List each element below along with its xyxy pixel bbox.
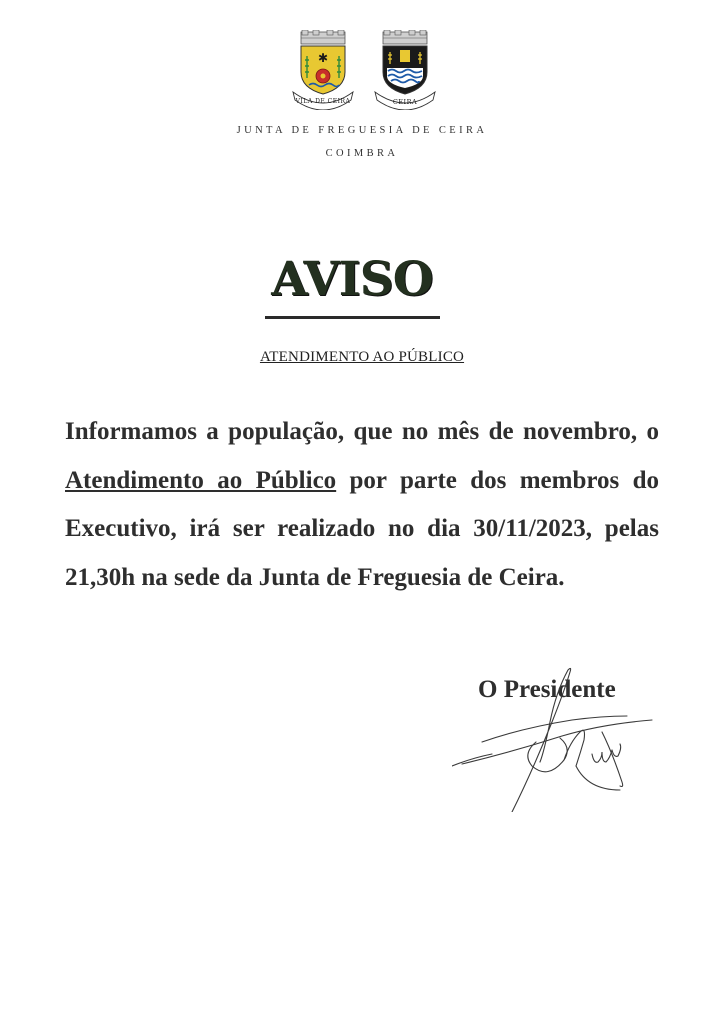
title-underline: [265, 316, 440, 319]
organization-name: JUNTA DE FREGUESIA DE CEIRA: [236, 125, 488, 136]
vila-de-ceira-coat-of-arms: [289, 30, 357, 110]
body-text-end: por parte dos membros do Executivo, irá ser realizado no dia 30/11/2023, pelas 21,30h na sede da Junta de Freguesia de Ceira.: [65, 466, 659, 591]
notice-title: AVISO: [271, 252, 433, 307]
svg-text:CEIRA: CEIRA: [392, 98, 418, 106]
crests-group: [289, 30, 439, 112]
body-text-start: Informamos a população, que no mês de novembro, o: [65, 418, 659, 445]
svg-text:VILA DE CEIRA: VILA DE CEIRA: [295, 98, 351, 105]
notice-subtitle: ATENDIMENTO AO PÚBLICO: [259, 349, 465, 365]
notice-body: [65, 408, 659, 602]
svg-text:✱: ✱: [317, 51, 329, 65]
organization-city: COIMBRA: [325, 148, 399, 159]
body-underlined-service: Atendimento ao Público: [65, 466, 337, 494]
signatory-role: O Presidente: [478, 676, 616, 703]
ceira-coat-of-arms: [371, 30, 439, 110]
handwritten-signature: [452, 662, 672, 812]
